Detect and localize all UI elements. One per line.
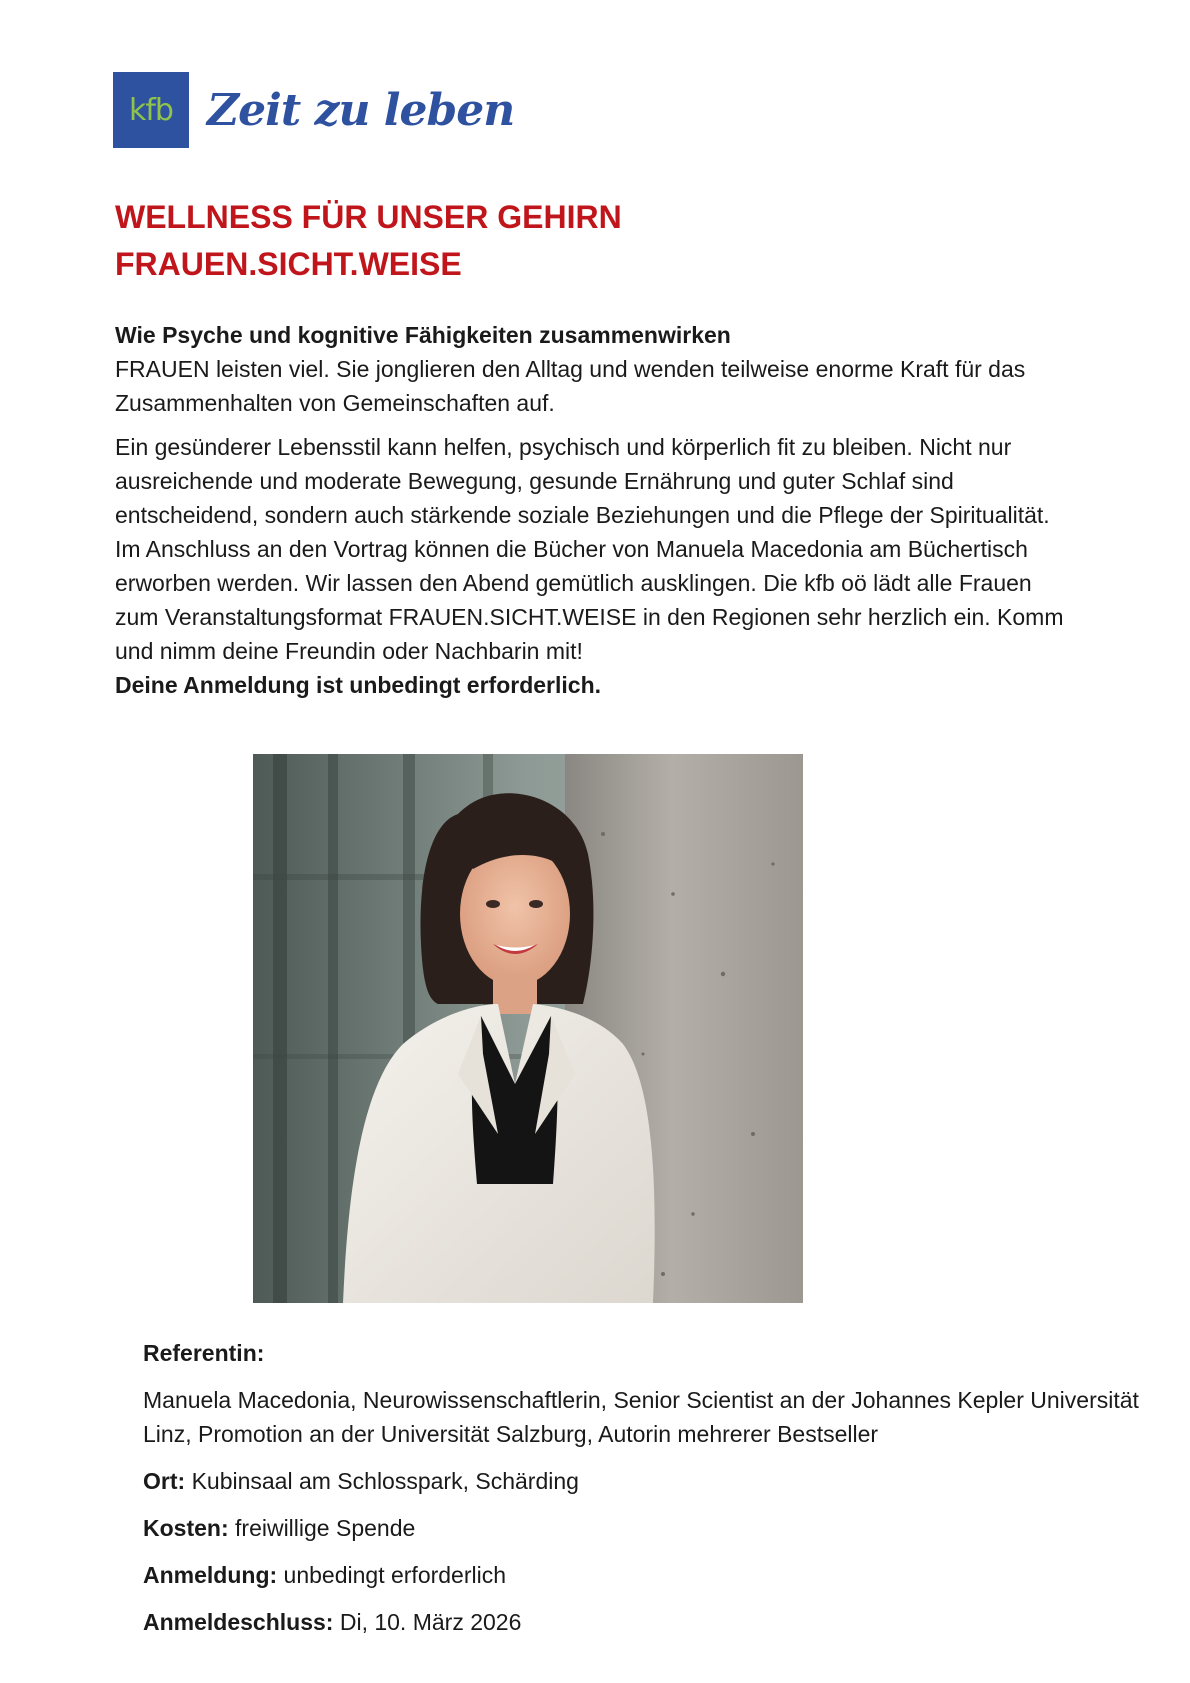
cost-row <box>143 1511 1163 1545</box>
location-value: Kubinsaal am Schlosspark, Schärding <box>191 1468 579 1494</box>
cost-label: Kosten: <box>143 1515 229 1541</box>
title-line-2: FRAUEN.SICHT.WEISE <box>115 246 462 282</box>
deadline-label: Anmeldeschluss: <box>143 1609 334 1635</box>
intro-paragraph-1: FRAUEN leisten viel. Sie jonglieren den Alltag und wenden teilweise enorme Kraft für das Zusammenhalten von Gemeinschaften auf. <box>115 356 1026 416</box>
speaker-photo <box>253 754 803 1303</box>
location-row <box>143 1464 1163 1498</box>
logo-tagline: Zeit zu leben <box>207 84 515 136</box>
cost-value: freiwillige Spende <box>235 1515 416 1541</box>
registration-value: unbedingt erforderlich <box>283 1562 507 1588</box>
registration-row <box>143 1558 1163 1592</box>
intro-paragraph-2: Ein gesünderer Lebensstil kann helfen, psychisch und körperlich fit zu bleiben. Nicht nur ausreichende und moderate Bewegung, gesunde Ernährung und guter Schlaf sind entscheidend, sondern auch stärkende soziale Beziehungen und die Pflege der Spiritualität. Im Anschluss an den Vortrag können die Bücher von Manuela Macedonia am Büchertisch erworben werden. Wir lassen den Abend gemütlich ausklingen. Die kfb oö lädt alle Frauen zum Veranstaltungsformat FRAUEN.SICHT.WEISE in den Regionen sehr herzlich ein. Komm und nimm deine Freundin oder Nachbarin mit! <box>115 434 1064 664</box>
title-line-1: WELLNESS FÜR UNSER GEHIRN <box>115 199 622 235</box>
intro-section <box>115 318 1065 702</box>
deadline-row <box>143 1605 1163 1639</box>
kfb-logo <box>113 72 514 148</box>
event-details <box>143 1336 1163 1652</box>
page-title <box>115 194 622 288</box>
speaker-label: Referentin: <box>143 1340 265 1366</box>
intro-subheading: Wie Psyche und kognitive Fähigkeiten zusammenwirken <box>115 322 731 348</box>
registration-note: Deine Anmeldung ist unbedingt erforderlich. <box>115 672 602 698</box>
location-label: Ort: <box>143 1468 186 1494</box>
registration-label: Anmeldung: <box>143 1562 278 1588</box>
kfb-logo-box <box>113 72 189 148</box>
speaker-description: Manuela Macedonia, Neurowissenschaftlerin, Senior Scientist an der Johannes Kepler Universität Linz, Promotion an der Universität Salzburg, Autorin mehrerer Bestseller <box>143 1387 1139 1447</box>
deadline-value: Di, 10. März 2026 <box>339 1609 522 1635</box>
kfb-logo-abbr: kfb <box>129 92 173 128</box>
